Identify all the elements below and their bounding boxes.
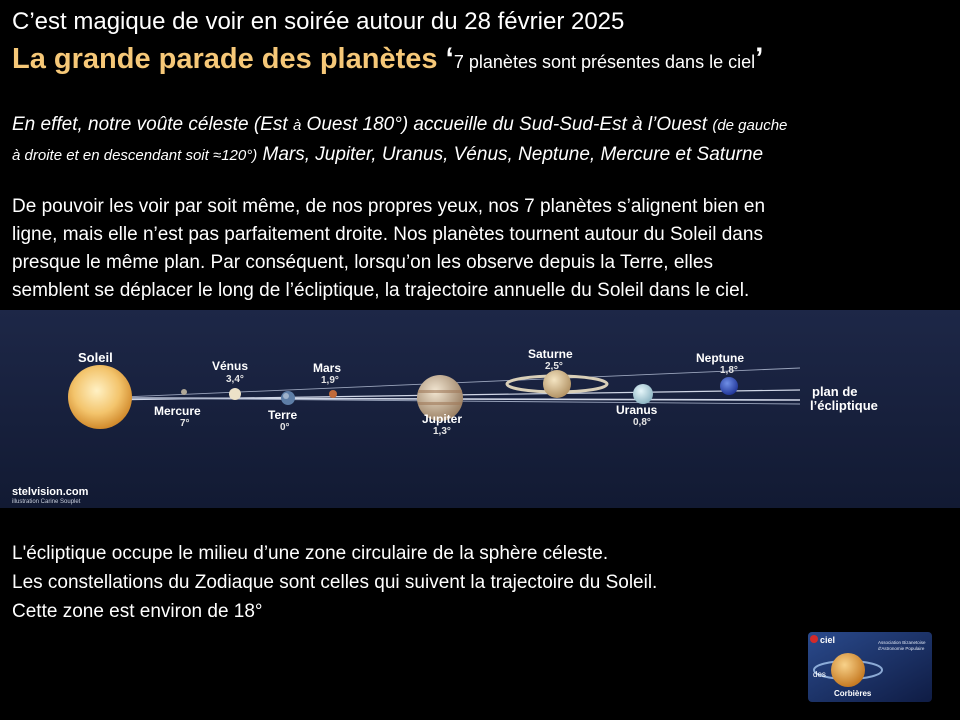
planet-inclination: 2,5° bbox=[545, 361, 563, 372]
planet-venus bbox=[229, 388, 241, 400]
planet-label: Vénus bbox=[212, 359, 249, 373]
page-title-row bbox=[12, 42, 763, 76]
open-quote: ‘ bbox=[445, 42, 454, 75]
logo-word: Corbières bbox=[834, 689, 872, 698]
page-subtitle: 7 planètes sont présentes dans le ciel bbox=[453, 52, 756, 72]
para2-line: ligne, mais elle n’est pas parfaitement droite. Nos planètes tournent autour du Soleil dans bbox=[12, 224, 763, 245]
planet-inclination: 1,8° bbox=[720, 365, 738, 376]
page-title: La grande parade des planètes bbox=[12, 43, 438, 75]
planet-inclination: 3,4° bbox=[226, 374, 244, 385]
planet-neptune bbox=[720, 377, 738, 395]
para1-line1 bbox=[12, 114, 787, 136]
planet-label: Mercure bbox=[154, 404, 201, 418]
para1-small-a: à bbox=[292, 117, 302, 134]
planet-inclination: 1,3° bbox=[433, 426, 451, 437]
para1-small-paren: (de gauche bbox=[712, 117, 788, 134]
plane-label: plan de bbox=[812, 384, 858, 399]
planet-inclination: 0° bbox=[280, 422, 290, 433]
para1-planet-list: Mars, Jupiter, Uranus, Vénus, Neptune, Mercure et Saturne bbox=[257, 144, 764, 165]
para2-line: presque le même plan. Par conséquent, lorsqu’on les observe depuis la Terre, elles bbox=[12, 252, 713, 273]
planet-mercure bbox=[181, 389, 187, 395]
plane-label: l’écliptique bbox=[810, 398, 878, 413]
planet-inclination: 1,9° bbox=[321, 375, 339, 386]
planet-saturne bbox=[543, 370, 571, 398]
planet-logo-icon bbox=[831, 653, 865, 687]
para1-text-b: Ouest 180°) accueille du Sud-Sud-Est à l’Ouest bbox=[301, 114, 713, 135]
close-quote: ’ bbox=[755, 42, 764, 75]
credit-label: stelvision.com bbox=[12, 486, 89, 498]
ecliptic-diagram bbox=[0, 310, 960, 508]
logo-assoc-text: Association Bizanetoise bbox=[878, 640, 926, 645]
logo-assoc-text: d'Astronomie Populaire bbox=[878, 646, 925, 651]
planet-label: Saturne bbox=[528, 347, 573, 361]
planet-mars bbox=[329, 390, 337, 398]
para2-line: De pouvoir les voir par soit même, de nos propres yeux, nos 7 planètes s’alignent bien en bbox=[12, 196, 766, 217]
logo-word: des bbox=[813, 670, 826, 679]
planet-label: Neptune bbox=[696, 351, 744, 365]
planet-inclination: 7° bbox=[180, 418, 190, 429]
credit-sub-label: illustration Carine Souplet bbox=[12, 499, 81, 505]
logo-word: ciel bbox=[820, 635, 836, 645]
planet-label: Uranus bbox=[616, 403, 658, 417]
planet-uranus bbox=[633, 384, 653, 404]
sun bbox=[68, 365, 132, 429]
para3-line: L'écliptique occupe le milieu d’une zone circulaire de la sphère céleste. bbox=[12, 543, 609, 564]
association-logo bbox=[808, 632, 932, 702]
para1-small-b: à droite et en descendant soit ≈120°) bbox=[12, 147, 258, 164]
para3-line: Cette zone est environ de 18° bbox=[12, 601, 263, 622]
para1-line2 bbox=[12, 144, 763, 166]
planet-label: Mars bbox=[313, 361, 342, 375]
planet-label: Jupiter bbox=[422, 412, 463, 426]
para3-line: Les constellations du Zodiaque sont celles qui suivent la trajectoire du Soleil. bbox=[12, 572, 658, 593]
sun-label: Soleil bbox=[78, 350, 113, 365]
planet-label: Terre bbox=[268, 408, 298, 422]
planet-inclination: 0,8° bbox=[633, 417, 651, 428]
para2-line: semblent se déplacer le long de l’écliptique, la trajectoire annuelle du Soleil dans le ciel. bbox=[12, 280, 750, 301]
intro-line: C’est magique de voir en soirée autour du 28 février 2025 bbox=[12, 8, 625, 35]
para1-text-a: En effet, notre voûte céleste (Est bbox=[12, 114, 293, 135]
